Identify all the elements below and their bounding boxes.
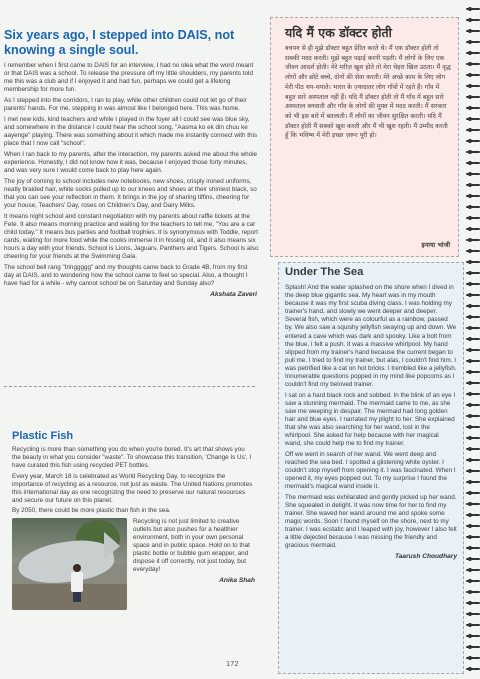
- spiral-ring: [466, 492, 480, 494]
- student-figure: [70, 564, 84, 604]
- spiral-ring: [466, 602, 480, 604]
- spiral-ring: [466, 74, 480, 76]
- spiral-ring: [466, 547, 480, 549]
- paragraph: The joy of coming to school includes new notebooks, new shoes, crisply ironed uniforms, neatly braided hair, white socks pulled up to our knees and shoes at their shiniest black, so that you can see your reflection in them. It brings in the joy of sharing tiffins, cheering for your house, Teachers' Day, roses on Children's Day, and Dairy Milks.: [4, 177, 257, 209]
- spiral-ring: [466, 8, 480, 10]
- spiral-ring: [466, 19, 480, 21]
- spiral-ring: [466, 228, 480, 230]
- spiral-ring: [466, 41, 480, 43]
- article-body-six-years: [4, 62, 259, 299]
- spiral-ring: [466, 261, 480, 263]
- spiral-ring: [466, 316, 480, 318]
- spiral-ring: [466, 426, 480, 428]
- spiral-ring: [466, 129, 480, 131]
- article-body-doctor: बचपन से ही मुझे डॉक्टर बहुत प्रेरित करते थे। मैं एक डॉक्टर होती तो सबकी मदद करती। मुझे बहुत पढ़ाई करनी पड़ती। मैं लोगों के लिए एक जीवन आदर्श होती। मेरे मरीज़ खुश होते तो मेरा चेहरा खिल उठता। मैं वृद्ध लोगों और छोटे बच्चे, दोनों की सेवा करती। मेरे अच्छे काम के लिए लोग मेरी पीठ थप-थपाते। भारत के ज़्यादातर लोग गाँवों में रहते हैं। गाँव में बहुत सारे अस्पताल नहीं हैं। यदि मैं डॉक्टर होती तो मैं गाँव में बहुत सारे अस्पताल बनवाती और गाँव के लोगों की मुफ़्त में मदद करती। मैं सरकार को भी इस बारे में बतलाती। मैं लोगों का जीवन सुरक्षित करती। यदि मैं डॉक्टर होती मैं सबको खुश करती और मैं भी खुश रहती। मैं उम्मीद करती हूँ कि भविष्य में मेरी इच्छा ज़रूर पूरी हो।: [285, 45, 451, 140]
- spiral-ring: [466, 195, 480, 197]
- spiral-ring: [466, 294, 480, 296]
- paragraph: Splash! And the water splashed on the shore when I dived in the deep blue gigantic sea. My heart was in my mouth because it was my first scuba diving class. I was holding my trainer's hand, and slowly we went deeper and deeper. Several fish, which were as colourful as a rainbow, passed by. We also saw a squishy jellyfish swaying up and down. We entered a cave which was dark and spooky. Like a bolt from the blue, I felt a push. It was a massive whirlpool. My hand slipped from my trainer's hand because the current began to pull me. I tried to find my trainer, but alas, I couldn't find him. I was petrified like a cat on hot bricks. I trembled like a jellyfish. Innumerable questions popped in my mind like popcorns as I couldn't find my beloved trainer.: [285, 284, 457, 389]
- spiral-ring: [466, 404, 480, 406]
- spiral-ring: [466, 107, 480, 109]
- spiral-ring: [466, 206, 480, 208]
- page-number: 172: [226, 659, 239, 668]
- spiral-ring: [466, 646, 480, 648]
- spiral-ring: [466, 360, 480, 362]
- paragraph: Every year, March 18 is celebrated as World Recycling Day, to recognize the importance of recycling as a resource, not just as waste. The United Nations promotes this international day as one recognizing the need to preserve our natural resources and secure our future on this planet.: [12, 472, 253, 504]
- article-body-plastic-fish: [12, 446, 255, 612]
- paragraph: I remember when I first came to DAIS for an interview, I had no idea what the word meant or that DAIS was a school. To release the pressure off my little shoulders, my parents told me this was a club and if I enjoyed it and had fun, perhaps we could get a lifelong membership for more fun.: [4, 62, 254, 94]
- paragraph: The mermaid was exhilarated and gently picked up her wand. She squealed in delight. It was now time for her to find my trainer. She waved her wand around me and spoke some magic words. Soon I found myself on the shore, next to my trainer. I was ecstatic and I leaped with joy, however I also felt a little dejected because I was missing the friendly and gracious mermaid.: [285, 493, 457, 550]
- spiral-ring: [466, 217, 480, 219]
- paragraph: I met new kids, kind teachers and while I played in the foyer all I could see was blue sky, and somewhere in the distance I could hear the school song, "Aasma ko ek din chuu ke aayenge" playing. There was something about it which made me instantly connect with this place that I now call "school".: [4, 115, 258, 148]
- fish-tail: [104, 532, 120, 560]
- under-the-sea-box: [278, 262, 464, 674]
- spiral-ring: [466, 635, 480, 637]
- spiral-ring: [466, 481, 480, 483]
- spiral-ring: [466, 448, 480, 450]
- author-inaya: इनाया भांजी: [421, 241, 450, 249]
- spiral-ring: [466, 305, 480, 307]
- article-title-under-the-sea: Under The Sea: [285, 266, 364, 278]
- spiral-ring: [466, 162, 480, 164]
- spiral-ring: [466, 173, 480, 175]
- author-anika: Anika Shah: [219, 576, 255, 584]
- spiral-ring: [466, 184, 480, 186]
- spiral-ring: [466, 338, 480, 340]
- spiral-ring: [466, 591, 480, 593]
- spiral-ring: [466, 30, 480, 32]
- spiral-ring: [466, 525, 480, 527]
- spiral-ring: [466, 624, 480, 626]
- spiral-ring: [466, 283, 480, 285]
- spiral-ring: [466, 437, 480, 439]
- spiral-ring: [466, 569, 480, 571]
- spiral-ring: [466, 272, 480, 274]
- paragraph: The school bell rang "tringgggg" and my thoughts came back to Grade 4B, from my first day at DAIS, and to wondering how the school came to feel so special. Also, a thought I have had for a while - why cannot school be on Saturday and Sunday also?: [4, 263, 248, 287]
- spiral-ring: [466, 96, 480, 98]
- spiral-ring: [466, 558, 480, 560]
- spiral-ring: [466, 459, 480, 461]
- spiral-ring: [466, 613, 480, 615]
- spiral-ring: [466, 151, 480, 153]
- article-title-plastic-fish: Plastic Fish: [12, 430, 74, 442]
- article-body-under-the-sea: [285, 284, 457, 561]
- hindi-article-box: [270, 17, 459, 257]
- spiral-binding: [466, 0, 480, 679]
- spiral-ring: [466, 470, 480, 472]
- spiral-ring: [466, 52, 480, 54]
- paragraph: When I ran back to my parents, after the interaction, my parents asked me about the whole experience. Honestly, I did not know how it was, because I enjoyed those forty minutes, and was very sure I would come back to play here again.: [4, 150, 258, 174]
- spiral-ring: [466, 668, 480, 670]
- spiral-ring: [466, 63, 480, 65]
- spiral-ring: [466, 239, 480, 241]
- spiral-ring: [466, 536, 480, 538]
- section-divider: [4, 386, 255, 387]
- paragraph: Off we went in search of her wand. We went deep and reached the sea bed. I spotted a glistening white oyster. I couldn't stop myself from opening it. I was fascinated. When I opened it, my eyes popped out. To my surprise I found the mermaid's magical wand inside it.: [285, 450, 456, 491]
- paragraph: It means night school and constant negotiation with my parents about raffle tickets at the Fete. It also means morning practice and waiting for the teachers to tell me, "You are a car child today." It means bus parties and football trophies. It is synonymous with Toddle, report cards, waiting for more food while the cooks immerse it in hissing oil, and it also means six hours a day with your friends. School is Lions, Jaguars, Panthers and Tigers. School is also cheering for your friends at the Swimming Gala.: [4, 212, 259, 261]
- article-title-six-years: Six years ago, I stepped into DAIS, not knowing a single soul.: [4, 28, 235, 57]
- spiral-ring: [466, 657, 480, 659]
- paragraph: By 2050, there could be more plastic than fish in the sea.: [12, 507, 171, 515]
- spiral-ring: [466, 371, 480, 373]
- paragraph: Recycling is not just limited to creative outlets but also pushes for a healthier environment, both in your own personal space and in public space. Hold on to that plastic bottle or bubble gum wrapper, and dispose it off correctly, not just today, but everyday!: [133, 517, 250, 574]
- article-title-doctor: यदि मैं एक डॉक्टर होती: [285, 25, 392, 40]
- author-akshata: Akshata Zaveri: [210, 290, 257, 298]
- spiral-ring: [466, 580, 480, 582]
- spiral-ring: [466, 250, 480, 252]
- spiral-ring: [466, 118, 480, 120]
- author-taarush: Taarush Choudhary: [394, 552, 457, 560]
- spiral-ring: [466, 85, 480, 87]
- spiral-ring: [466, 415, 480, 417]
- spiral-ring: [466, 140, 480, 142]
- spiral-ring: [466, 514, 480, 516]
- paragraph: I sat on a hard black rock and sobbed. In the blink of an eye I saw a stunning mermaid. The mermaid came to me, as she saw me weeping in despair. The mermaid had long golden hair and blue eyes. I narrated my plight to her. She explained that she was also searching for her wand, lost in the whirlpool. She asked for help because with her magical wand, she could help me to find my trainer.: [285, 391, 456, 448]
- spiral-ring: [466, 349, 480, 351]
- paragraph: As I stepped into the corridors, I ran to play, while other children could not let go of their parents' hands. For me, stepping in was almost like I belonged here. This was home.: [4, 96, 247, 113]
- spiral-ring: [466, 393, 480, 395]
- plastic-fish-photo: [12, 518, 127, 610]
- spiral-ring: [466, 327, 480, 329]
- spiral-ring: [466, 382, 480, 384]
- paragraph: Recycling is more than something you do when you're bored. It's art that shows you the beauty in what you consider "waste". To showcase this transition, 'Change Is Us', I have curated this fish using recycled PET bottles.: [12, 446, 252, 470]
- spiral-ring: [466, 503, 480, 505]
